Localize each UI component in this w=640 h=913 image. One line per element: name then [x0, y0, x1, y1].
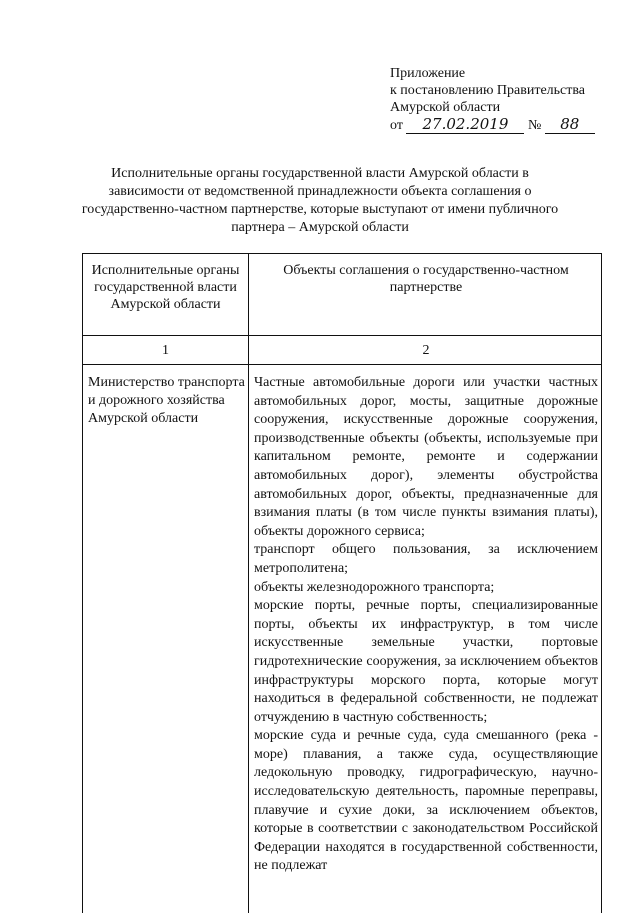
object-item: объекты железнодорожного транспорта;: [254, 579, 495, 595]
document-title: Исполнительные органы государственной власти Амурской области в зависимости от ведомственной принадлежности объекта соглашения о государственно-частном партнерстве, которые выступают от имени публичного партнера – Амурской области: [81, 166, 559, 235]
header-objects: Объекты соглашения о государственно-частном партнерстве: [283, 263, 569, 295]
header-divider: [83, 335, 601, 336]
authorities-table: [82, 253, 602, 913]
date-prefix: от: [390, 118, 403, 133]
column-number-2: 2: [422, 343, 430, 358]
object-item: морские суда и речные суда, суда смешанного (река - море) плавания, а также суда, осуществляющие ледокольную проводку, гидрографическую, научно-исследовательскую деятельность, паромные переправы, плавучие и сухие доки, за исключением объектов, которые в соответствии с законодательством Российской Федерации находятся в государственной собственности, не подлежат: [254, 728, 598, 874]
object-item: транспорт общего пользования, за исключением метрополитена;: [254, 542, 598, 576]
number-prefix: №: [527, 118, 542, 133]
date-value: 27.02.2019: [406, 116, 524, 134]
appendix-region: Амурской области: [390, 100, 501, 115]
object-item: морские порты, речные порты, специализированные порты, объекты их инфраструктур, в том числе искусственные земельные участки, портовые гидротехнические сооружения, за исключением объектов инфраструктуры морского порта, которые могут находиться в федеральной собственности, не подлежат отчуждению в частную собственность;: [254, 598, 598, 725]
table-row-objects: [254, 374, 598, 876]
table-row-authority: Министерство транспорта и дорожного хозяйства Амурской области: [88, 375, 245, 426]
column-number-1: 1: [162, 343, 169, 358]
number-value: 88: [545, 116, 595, 134]
appendix-date-number: [390, 116, 630, 134]
appendix-label: Приложение: [390, 66, 466, 81]
number-row-divider: [83, 364, 601, 365]
appendix-resolution: к постановлению Правительства: [390, 83, 586, 98]
header-authorities: Исполнительные органы государственной власти Амурской области: [91, 263, 240, 312]
appendix-block: [390, 65, 630, 134]
object-item: Частные автомобильные дороги или участки частных автомобильных дорог, мосты, защитные дорожные сооружения, искусственные дорожные сооружения, производственные объекты (объекты, используемые при капитальном ремонте, ремонте и содержании автомобильных дорог), элементы обустройства автомобильных дорог, объекты, предназначенные для взимания платы (в том числе пункты взимания платы), объекты дорожного сервиса;: [254, 375, 598, 539]
